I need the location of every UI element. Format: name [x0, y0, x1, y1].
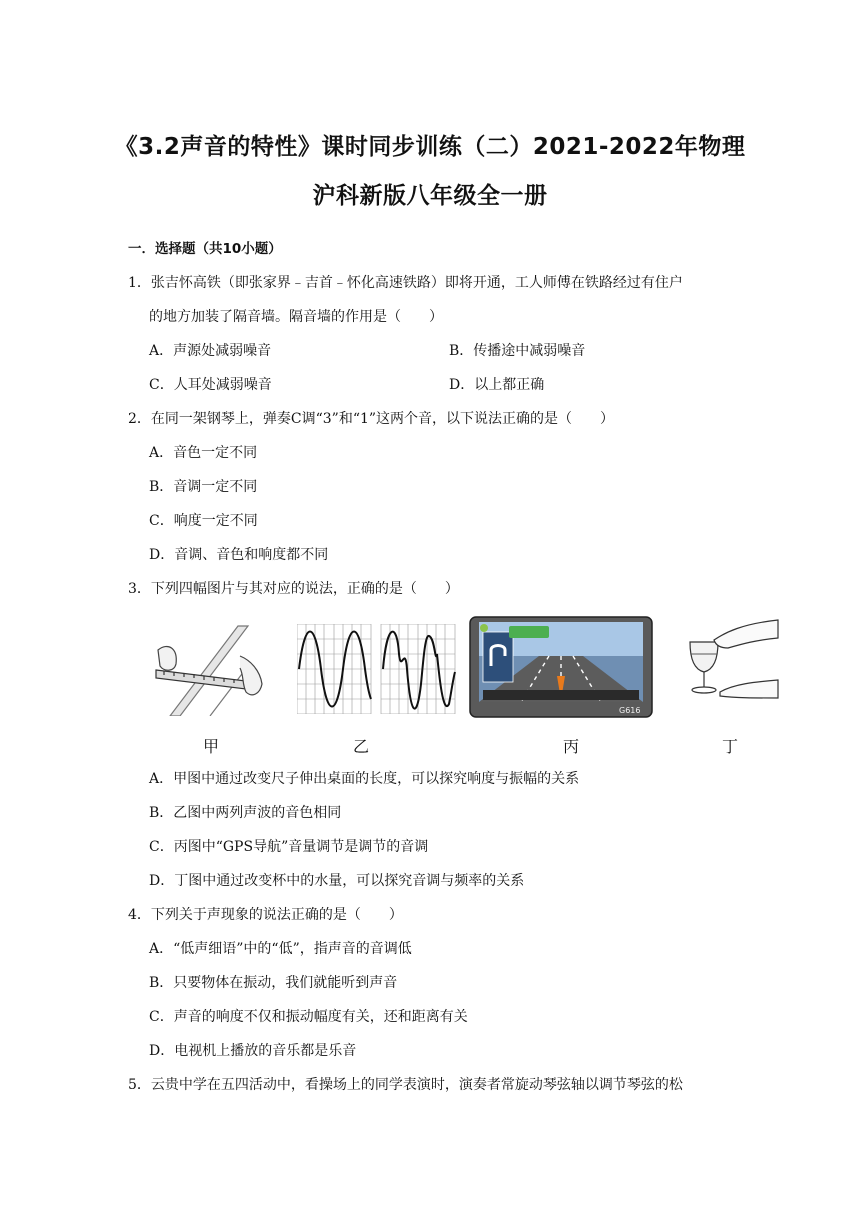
figure-label-jia: 甲	[203, 737, 220, 756]
q4-option-a[interactable]: A．“低声细语”中的“低”，指声音的音调低	[149, 941, 412, 957]
q2-option-d[interactable]: D．音调、音色和响度都不同	[149, 547, 329, 563]
q2-option-a[interactable]: A．音色一定不同	[149, 445, 258, 461]
q4-option-d[interactable]: D．电视机上播放的音乐都是乐音	[149, 1043, 357, 1059]
figure-yi-waveforms	[297, 624, 457, 714]
q1-option-d[interactable]: D．以上都正确	[449, 377, 545, 393]
q4-stem: 4．下列关于声现象的说法正确的是（ ）	[128, 907, 403, 923]
figure-label-bing: 丙	[563, 737, 580, 756]
q3-option-c[interactable]: C．丙图中“GPS导航”音量调节是调节的音调	[149, 839, 429, 855]
q3-option-a[interactable]: A．甲图中通过改变尺子伸出桌面的长度，可以探究响度与振幅的关系	[149, 771, 580, 787]
figure-jia-ruler-illustration	[150, 620, 270, 716]
q4-option-c[interactable]: C．声音的响度不仅和振动幅度有关，还和距离有关	[149, 1009, 468, 1025]
q2-option-b[interactable]: B．音调一定不同	[149, 479, 258, 495]
section-heading: 一．选择题（共10小题）	[128, 241, 282, 257]
q1-option-c[interactable]: C．人耳处减弱噪音	[149, 377, 272, 393]
q1-stem-line-2: 的地方加装了隔音墙。隔音墙的作用是（ ）	[149, 309, 443, 325]
q3-stem: 3．下列四幅图片与其对应的说法，正确的是（ ）	[128, 581, 459, 597]
figure-bing-gps-navigator	[469, 616, 653, 718]
figure-label-ding: 丁	[722, 737, 739, 756]
q1-option-b[interactable]: B．传播途中减弱噪音	[449, 343, 586, 359]
doc-title-line-1: 《3.2声音的特性》课时同步训练（二）2021-2022年物理	[114, 134, 746, 160]
q3-option-d[interactable]: D．丁图中通过改变杯中的水量，可以探究音调与频率的关系	[149, 873, 525, 889]
figure-ding-wine-glass	[680, 618, 780, 704]
q4-option-b[interactable]: B．只要物体在振动，我们就能听到声音	[149, 975, 398, 991]
gps-model-label: G616	[619, 706, 641, 715]
q2-stem: 2．在同一架钢琴上，弹奏C调“3”和“1”这两个音，以下说法正确的是（ ）	[128, 411, 615, 427]
q2-option-c[interactable]: C．响度一定不同	[149, 513, 258, 529]
doc-title-line-2: 沪科新版八年级全一册	[312, 183, 548, 209]
q1-stem-line-1: 1．张吉怀高铁（即张家界﹣吉首﹣怀化高速铁路）即将开通，工人师傅在铁路经过有住户	[128, 275, 683, 291]
q3-option-b[interactable]: B．乙图中两列声波的音色相同	[149, 805, 342, 821]
figure-label-yi: 乙	[353, 737, 370, 756]
q1-option-a[interactable]: A．声源处减弱噪音	[149, 343, 272, 359]
q5-stem: 5．云贵中学在五四活动中，看操场上的同学表演时，演奏者常旋动琴弦轴以调节琴弦的松	[128, 1077, 683, 1093]
